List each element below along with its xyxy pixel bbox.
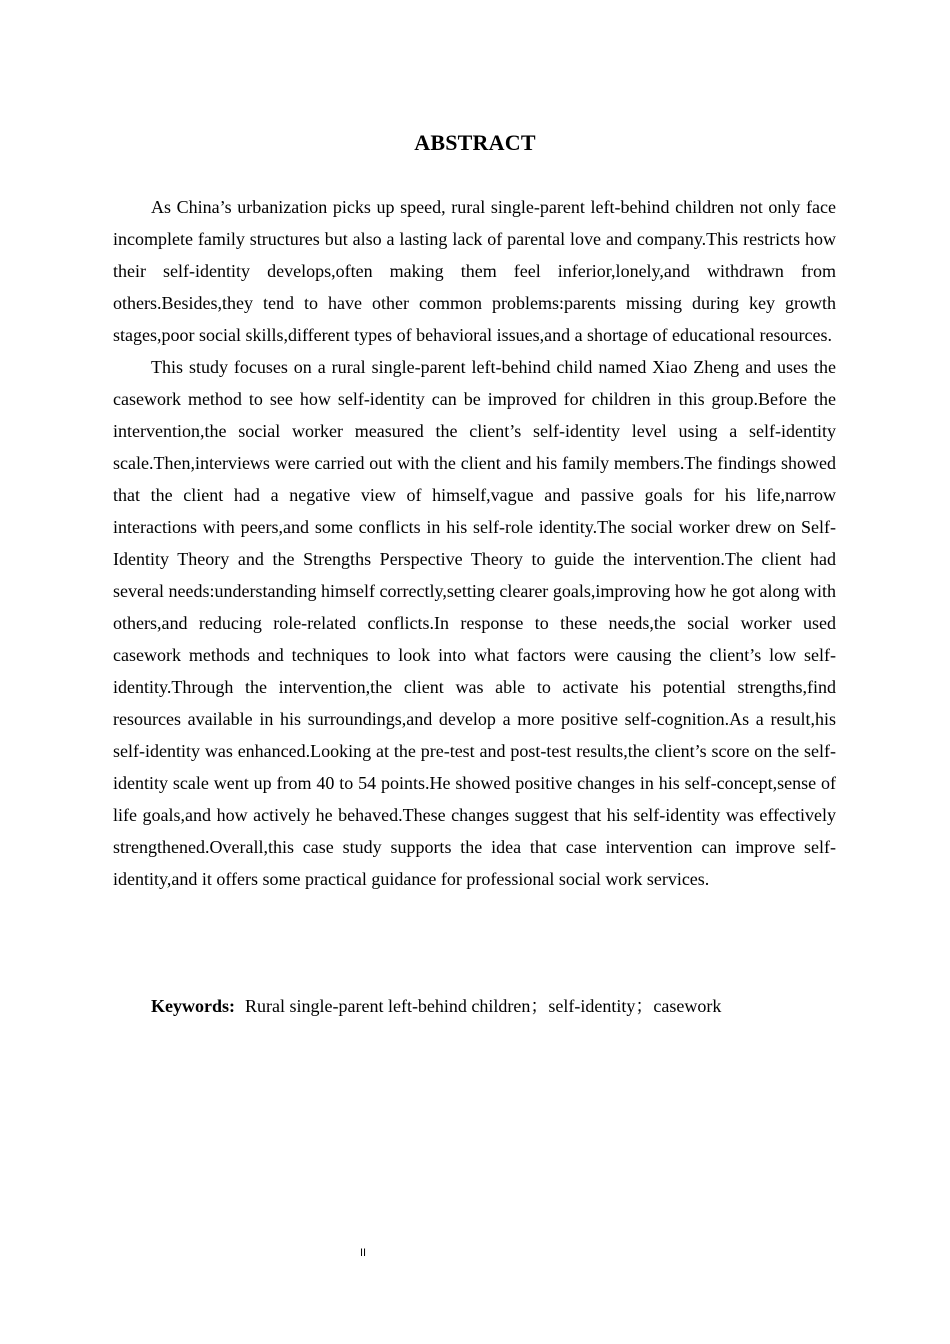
- abstract-paragraph-1: As China’s urbanization picks up speed, rural single-parent left-behind children not only face incomplete family structures but also a lasting lack of parental love and company.This restricts how their self-identity develops,often making them feel inferior,lonely,and withdrawn from others.Besides,they tend to have other common problems:parents missing during key growth stages,poor social skills,different types of behavioral issues,and a shortage of educational resources.: [113, 197, 836, 345]
- page-number: II: [360, 1247, 367, 1259]
- abstract-paragraph-2: This study focuses on a rural single-parent left-behind child named Xiao Zheng and uses the casework method to see how self-identity can be improved for children in this group.Before the intervention,the social worker measured the client’s self-identity level using a self-identity scale.Then,interviews were carried out with the client and his family members.The findings showed that the client had a negative view of himself,vague and passive goals for his life,narrow interactions with peers,and some conflicts in his self-role identity.The social worker drew on Self-Identity Theory and the Strengths Perspective Theory to guide the intervention.The client had several needs:understanding himself correctly,setting clearer goals,improving how he got along with others,and reducing role-related conflicts.In response to these needs,the social worker used casework methods and techniques to look into what factors were causing the client’s low self-identity.Through the intervention,the client was able to activate his potential strengths,find resources available in his surroundings,and develop a more positive self-cognition.As a result,his self-identity was enhanced.Looking at the pre-test and post-test results,the client’s score on the self-identity scale went up from 40 to 54 points.He showed positive changes in his self-concept,sense of life goals,and how actively he behaved.These changes suggest that his self-identity was effectively strengthened.Overall,this case study supports the idea that case intervention can improve self-identity,and it offers some practical guidance for professional social work services.: [113, 357, 836, 889]
- abstract-body: [113, 191, 836, 895]
- abstract-title: ABSTRACT: [414, 130, 536, 155]
- keywords-text: Rural single-parent left-behind children；self-identity；casework: [245, 996, 722, 1016]
- keywords-line: [151, 990, 721, 1022]
- keywords-label: Keywords:: [151, 996, 235, 1016]
